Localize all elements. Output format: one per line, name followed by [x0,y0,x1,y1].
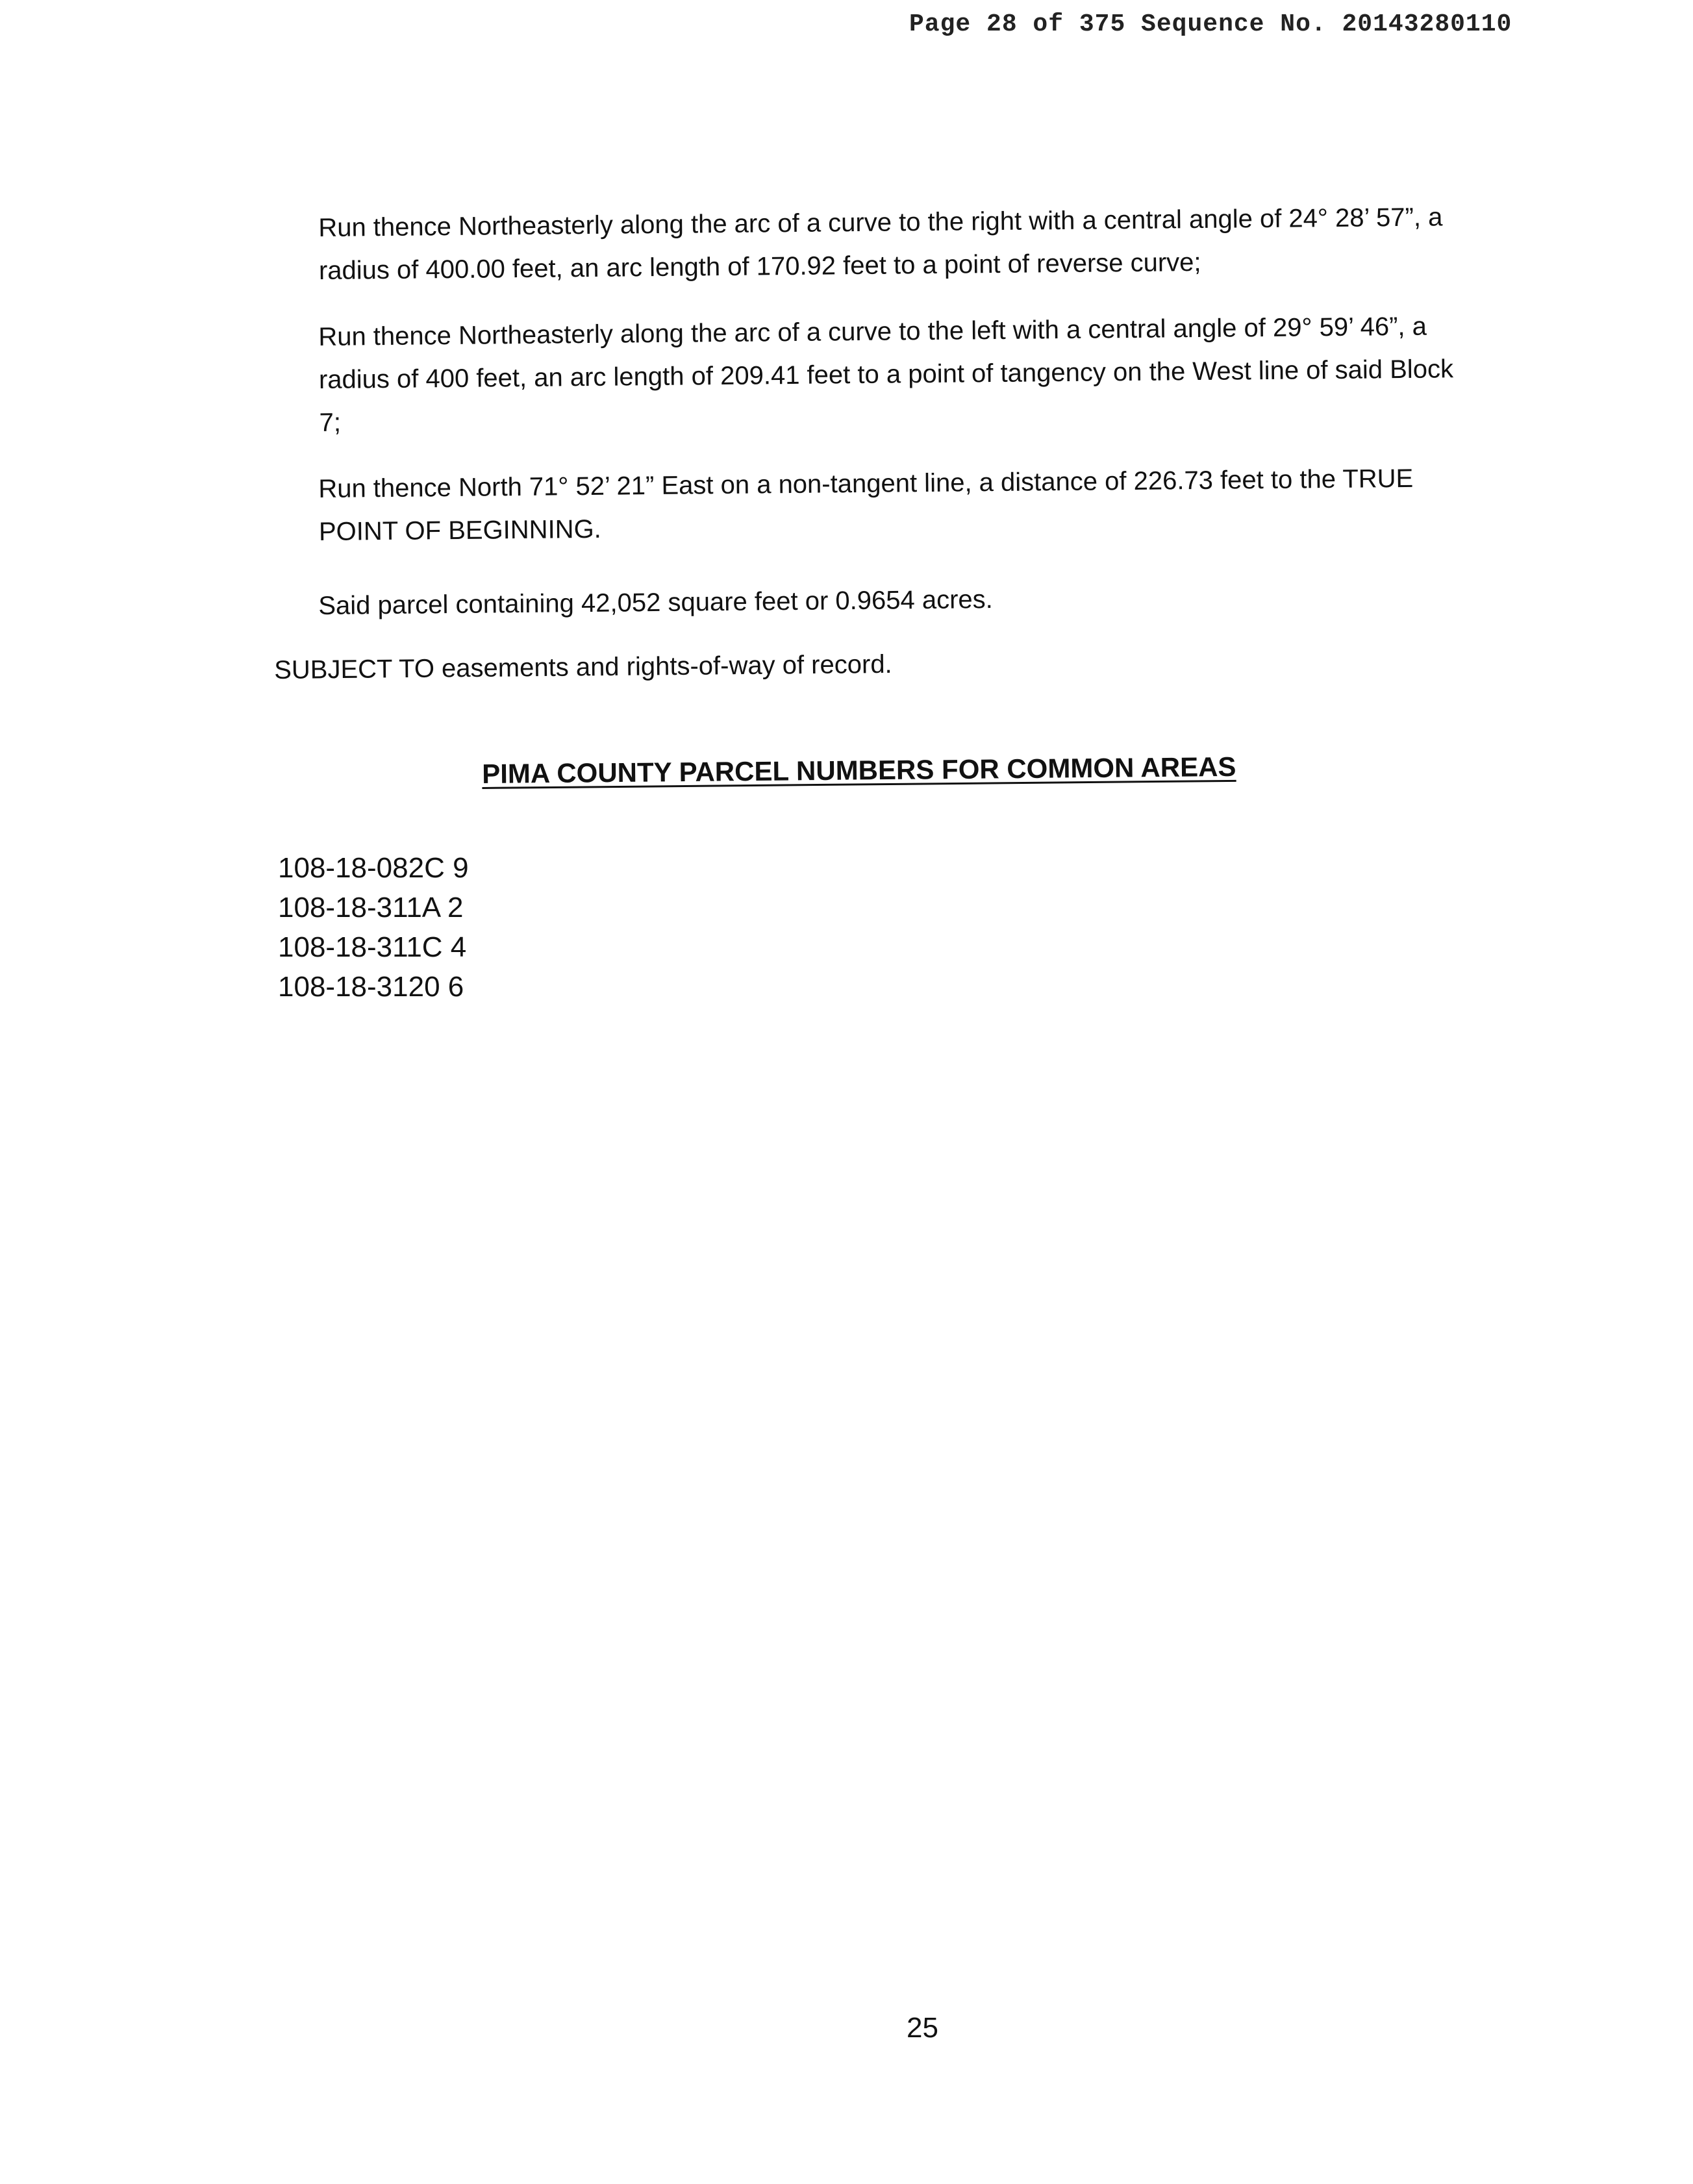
legal-description-paragraph-2: Run thence Northeasterly along the arc of a curve to the left with a central angle of 29° 59’ 46”, a radius of 400 feet, an arc length of 209.41 feet to a point of tangency on the West line of said Block 7; [318,312,1454,437]
parcel-number-item: 108-18-311C 4 [278,931,467,963]
page-number: 25 [907,2012,938,2044]
page-sequence-stamp: Page 28 of 375 Sequence No. 20143280110 [909,10,1512,38]
legal-description-paragraph-3: Run thence North 71° 52’ 21” East on a non-tangent line, a distance of 226.73 feet to the TRUE POINT OF BEGINNING. [318,464,1414,546]
subject-to-line: SUBJECT TO easements and rights-of-way of record. [274,649,892,684]
parcel-number-list [278,848,469,1007]
parcel-number-item: 108-18-311A 2 [278,892,464,923]
parcel-number-item: 108-18-3120 6 [278,971,464,1003]
legal-description-paragraph-1: Run thence Northeasterly along the arc of a curve to the right with a central angle of 24° 28’ 57”, a radius of 400.00 feet, an arc length of 170.92 feet to a point of reverse curve; [318,203,1443,285]
parcel-number-item: 108-18-082C 9 [278,852,469,884]
section-heading: PIMA COUNTY PARCEL NUMBERS FOR COMMON AREAS [482,751,1236,789]
parcel-area-paragraph: Said parcel containing 42,052 square feet or 0.9654 acres. [318,585,993,620]
